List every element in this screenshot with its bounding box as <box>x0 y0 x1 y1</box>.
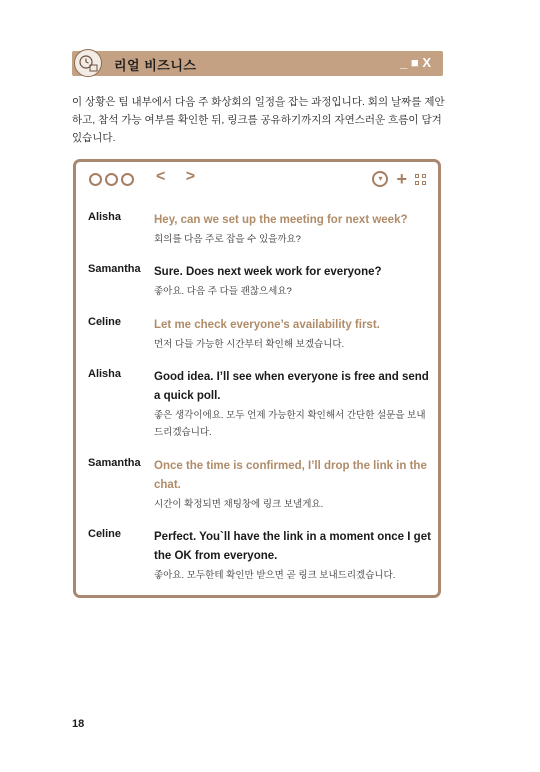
speaker-name: Samantha <box>88 457 141 469</box>
speaker-name: Samantha <box>88 263 141 275</box>
dot-icon <box>105 173 118 186</box>
chat-window <box>73 159 441 598</box>
message-ko: 좋은 생각이에요. 모두 언제 가능한지 확인해서 간단한 설문을 보내드리겠습니다. <box>154 410 426 438</box>
message-en: Once the time is confirmed, I’ll drop the link in the chat. <box>154 460 427 491</box>
speaker-name: Celine <box>88 528 122 540</box>
message-ko: 먼저 다들 가능한 시간부터 확인해 보겠습니다. <box>154 339 345 350</box>
message-en: Perfect. You`ll have the link in a moment once I get the OK from everyone. <box>154 531 431 562</box>
grid-icon[interactable] <box>415 174 426 185</box>
clock-calendar-icon <box>74 49 102 77</box>
message-en: Let me check everyone’s availability first. <box>154 319 380 331</box>
window-controls: _ ■ X <box>400 55 431 70</box>
window-dots <box>89 173 134 186</box>
message-ko: 좋아요. 모두한테 확인만 받으면 곧 링크 보내드리겠습니다. <box>154 570 396 581</box>
section-title: 리얼 비즈니스 <box>114 58 197 73</box>
message-en: Sure. Does next week work for everyone? <box>154 266 382 278</box>
speaker-name: Alisha <box>88 211 122 223</box>
nav-arrows[interactable]: < > <box>156 168 204 185</box>
message-en: Hey, can we set up the meeting for next week? <box>154 214 408 226</box>
message-ko: 좋아요. 다음 주 다들 괜찮으세요? <box>154 286 292 297</box>
intro-paragraph: 이 상황은 팀 내부에서 다음 주 화상회의 일정을 잡는 과정입니다. 회의 날짜를 제안하고, 참석 가능 여부를 확인한 뒤, 링크를 공유하기까지의 자연스러운 흐름이 담겨 있습니다. <box>72 96 445 144</box>
message-ko: 시간이 확정되면 채팅창에 링크 보낼게요. <box>154 499 324 510</box>
chevron-down-icon[interactable]: ▾ <box>372 171 388 187</box>
page-number: 18 <box>72 718 85 730</box>
speaker-name: Alisha <box>88 368 122 380</box>
plus-icon[interactable]: + <box>396 169 407 189</box>
speaker-name: Celine <box>88 316 122 328</box>
dot-icon <box>121 173 134 186</box>
section-header <box>72 51 443 76</box>
message-ko: 회의를 다음 주로 잡을 수 있을까요? <box>154 234 301 245</box>
message-en: Good idea. I’ll see when everyone is free and send a quick poll. <box>154 371 429 402</box>
toolbar-right <box>372 171 426 187</box>
dot-icon <box>89 173 102 186</box>
